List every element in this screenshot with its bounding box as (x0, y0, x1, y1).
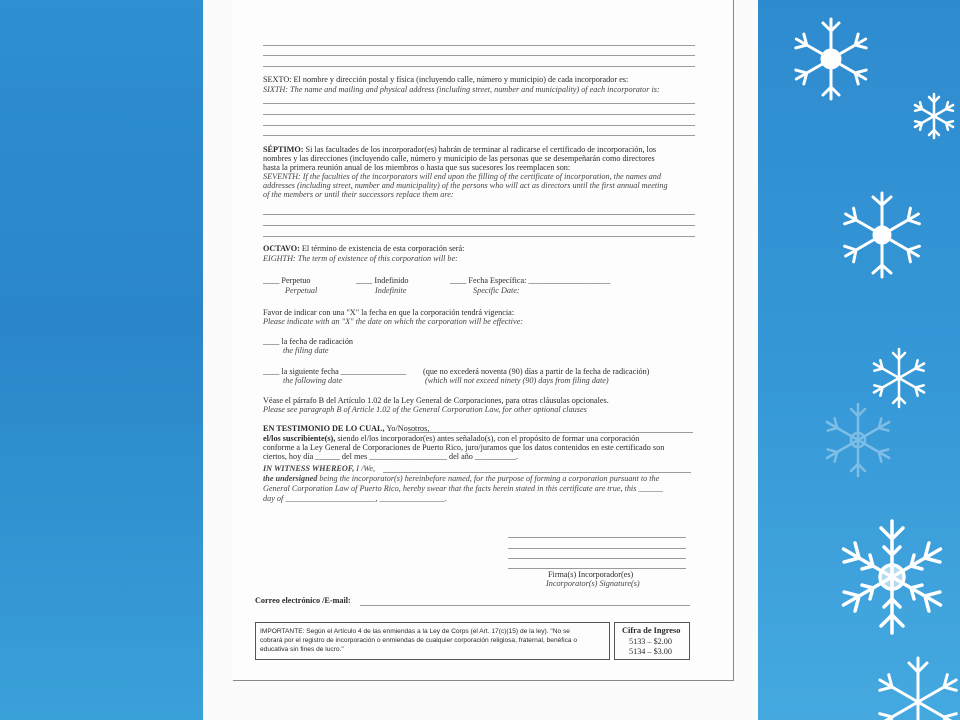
septimo-en-2: addresses (including street, number and municipality) of the persons who will act as directors until the first annual meeting (263, 181, 668, 190)
witness-line-1 (263, 474, 659, 483)
option-fecha-radicacion[interactable]: ____ la fecha de radicación (263, 337, 354, 346)
fill-line (263, 214, 695, 215)
testimonio-line-1 (263, 434, 639, 443)
signature-line[interactable] (508, 548, 686, 549)
i-we-line[interactable] (383, 472, 691, 473)
fee-row-1: 5133 – $2.00 (629, 637, 672, 646)
octavo-es (263, 244, 464, 253)
importante-box (255, 622, 610, 660)
yo-nosotros-line[interactable] (408, 432, 693, 433)
option-specific-date-en: Specific Date: (473, 286, 520, 295)
septimo-en-3: of the members or until their successors replace them are: (263, 190, 454, 199)
fee-title: Cifra de Ingreso (622, 626, 681, 635)
testimonio-heading (263, 424, 429, 433)
fill-line (263, 225, 695, 226)
document-page (203, 0, 758, 720)
snowflake-icon (908, 90, 960, 142)
firma-en: Incorporator(s) Signature(s) (546, 579, 640, 588)
testimonio-yo: Yo/Nosotros, (386, 424, 430, 433)
snowflake-icon (832, 185, 932, 285)
septimo-es-2: nombres y las direcciones (incluyendo calle, número y municipio de las personas que se desempeñarán como directores (263, 154, 655, 163)
sexto-es: SEXTO: El nombre y dirección postal y física (incluyendo calle, número y municipio) de cada incorporador es: (263, 75, 629, 84)
option-perpetuo[interactable]: ____ Perpetuo (263, 276, 311, 285)
octavo-heading: OCTAVO: (263, 244, 300, 253)
fill-line (263, 55, 695, 56)
siguiente-fecha-note-en: (which will not exceed ninety (90) days from filing date) (425, 376, 609, 385)
snowflake-icon (818, 400, 898, 480)
parrafo-es: Véase el párrafo B del Artículo 1.02 de la Ley General de Corporaciones, para otras cláusulas opcionales. (263, 396, 609, 405)
option-indefinite-en: Indefinite (375, 286, 407, 295)
option-siguiente-fecha[interactable]: ____ la siguiente fecha ________________ (263, 367, 407, 376)
importante-line-1: IMPORTANTE: Según el Artículo 4 de las enmiendas a la Ley de Corps (el Art. 17(c)(15) de la ley). "No se (260, 628, 570, 635)
septimo-text-1: Si las facultades de los incorporador(es) habrán de terminar al radicarse el certificado de incorporación, los (305, 145, 657, 154)
signature-line[interactable] (508, 537, 686, 538)
vigencia-en: Please indicate with an "X" the date on which the corporation will be effective: (263, 317, 523, 326)
option-fecha-especifica[interactable]: ____ Fecha Específica: ____________________ (450, 276, 611, 285)
email-label: Correo electrónico /E-mail: (255, 596, 351, 605)
testimonio-head: EN TESTIMONIO DE LO CUAL, (263, 424, 385, 433)
sexto-en: SIXTH: The name and mailing and physical address (including street, number and municipality) of each incorporator is: (263, 85, 660, 94)
witness-we: I /We, (356, 464, 376, 473)
fill-line (263, 66, 695, 67)
fill-line (263, 45, 695, 46)
fill-line (263, 236, 695, 237)
witness-head: IN WITNESS WHEREOF, (263, 464, 355, 473)
snowflake-icon (783, 15, 883, 105)
witness-undersigned: the undersigned (263, 474, 318, 483)
septimo-heading: SÉPTIMO: (263, 145, 304, 154)
testimonio-text-1: siendo el/los incorporador(es) antes señalado(s), con el propósito de formar una corporación (337, 434, 640, 443)
siguiente-fecha-note-es: (que no excederá noventa (90) días a partir de la fecha de radicación) (423, 367, 650, 376)
septimo-en-1: SEVENTH: If the faculties of the incorporators will end upon the filling of the certificate of incorporation, the names and (263, 172, 661, 181)
snowflake-icon (868, 650, 960, 720)
witness-line-3: day of ______________________, ________________. (263, 494, 447, 503)
testimonio-suscribientes: el/los suscribiente(s), (263, 434, 336, 443)
option-perpetual-en: Perpetual (285, 286, 318, 295)
parrafo-en: Please see paragraph B of Article 1.02 of the General Corporation Law, for other optional clauses (263, 405, 587, 414)
septimo-es-1 (263, 145, 656, 154)
option-following-date-en: the following date (283, 376, 343, 385)
octavo-en: EIGHTH: The term of existence of this corporation will be: (263, 254, 458, 263)
option-indefinido[interactable]: ____ Indefinido (356, 276, 409, 285)
scanned-form (233, 0, 734, 681)
fee-box (614, 622, 690, 660)
testimonio-line-2: conforme a la Ley General de Corporaciones de Puerto Rico, juro/juramos que los datos contenidos en este certificado son (263, 443, 665, 452)
septimo-es-3: hasta la primera reunión anual de los miembros o hasta que sus sucesores los reemplacen son: (263, 163, 571, 172)
firma-es: Firma(s) Incorporador(es) (548, 570, 634, 579)
signature-line[interactable] (508, 558, 686, 559)
witness-text-1: being the incorporator(s) hereinbefore named, for the purpose of forming a corporation pursuant to the (319, 474, 660, 483)
fill-line (263, 135, 695, 136)
importante-line-2: cobrará por el registro de incorporación o enmiendas de cualquier corporación religiosa, fraternal, benéfica o (260, 637, 578, 644)
snowflake-icon (830, 515, 960, 645)
vigencia-es: Favor de indicar con una "X" la fecha en que la corporación tendrá vigencia: (263, 308, 515, 317)
option-filing-date-en: the filing date (283, 346, 329, 355)
fee-row-2: 5134 – $3.00 (629, 647, 672, 656)
testimonio-line-3: ciertos, hoy día ______ del mes ___________________ del año __________. (263, 452, 518, 461)
importante-line-3: educativa sin fines de lucro." (260, 646, 344, 653)
fill-line (263, 125, 695, 126)
witness-line-2: General Corporation Law of Puerto Rico, hereby swear that the facts herein stated in this certificate are true, this ______ (263, 484, 664, 493)
fill-line (263, 114, 695, 115)
witness-heading (263, 464, 375, 473)
fill-line (263, 103, 695, 104)
octavo-text: El término de existencia de esta corporación será: (301, 244, 465, 253)
signature-line[interactable] (508, 568, 686, 569)
email-field[interactable] (360, 605, 690, 606)
